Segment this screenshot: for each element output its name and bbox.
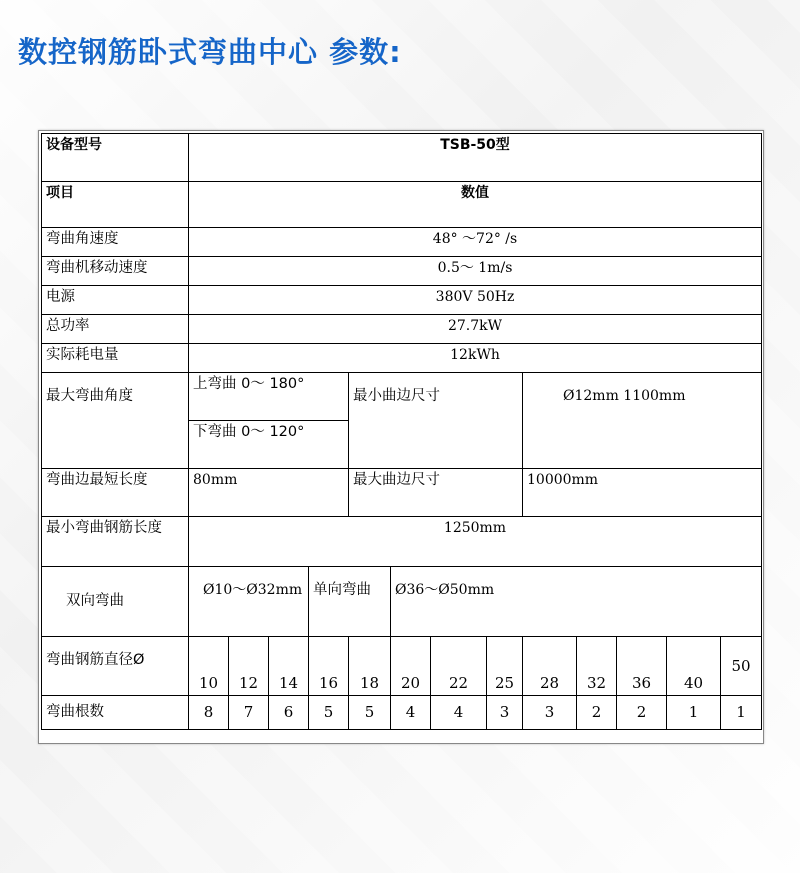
table-row — [42, 696, 762, 730]
row-value: 12kWh — [189, 344, 762, 373]
row-label: 电源 — [42, 286, 189, 315]
count-cell: 7 — [229, 696, 269, 730]
row-label: 总功率 — [42, 315, 189, 344]
min-edge-label: 最小曲边尺寸 — [349, 373, 523, 469]
max-edge-value: 10000mm — [523, 469, 762, 517]
table-row — [42, 228, 762, 257]
max-edge-label: 最大曲边尺寸 — [349, 469, 523, 517]
short-edge-label: 弯曲边最短长度 — [42, 469, 189, 517]
diameter-cell: 36 — [617, 637, 667, 696]
single-bend-value: Ø36～Ø50mm — [391, 567, 762, 637]
count-cell: 4 — [431, 696, 487, 730]
count-cell: 6 — [269, 696, 309, 730]
spec-table — [41, 133, 762, 730]
diameter-cell: 28 — [523, 637, 577, 696]
min-rebar-label: 最小弯曲钢筋长度 — [42, 517, 189, 567]
table-row — [42, 134, 762, 182]
table-row — [42, 637, 762, 696]
count-cell: 8 — [189, 696, 229, 730]
diameter-cell: 50 — [721, 637, 762, 696]
diameter-cell: 40 — [667, 637, 721, 696]
diameter-cell: 10 — [189, 637, 229, 696]
double-bend-label: 双向弯曲 — [42, 567, 189, 637]
row-value: 27.7kW — [189, 315, 762, 344]
count-cell: 4 — [391, 696, 431, 730]
diameter-cell: 16 — [309, 637, 349, 696]
diameter-cell: 12 — [229, 637, 269, 696]
count-cell: 5 — [349, 696, 391, 730]
up-bend-value: 上弯曲 0～ 180° — [189, 373, 349, 421]
count-cell: 3 — [487, 696, 523, 730]
min-edge-value: Ø12mm 1100mm — [523, 373, 762, 469]
double-bend-value: Ø10～Ø32mm — [189, 567, 309, 637]
table-row — [42, 344, 762, 373]
value-header: 数值 — [189, 182, 762, 228]
table-row — [42, 373, 762, 421]
diameter-cell: 22 — [431, 637, 487, 696]
max-angle-label: 最大弯曲角度 — [42, 373, 189, 469]
min-rebar-value: 1250mm — [189, 517, 762, 567]
count-cell: 1 — [721, 696, 762, 730]
model-value: TSB-50型 — [189, 134, 762, 182]
diameter-cell: 25 — [487, 637, 523, 696]
diameter-cell: 18 — [349, 637, 391, 696]
diameter-label: 弯曲钢筋直径Ø — [42, 637, 189, 696]
table-row — [42, 182, 762, 228]
table-row — [42, 315, 762, 344]
table-row — [42, 469, 762, 517]
table-row — [42, 517, 762, 567]
single-bend-label: 单向弯曲 — [309, 567, 391, 637]
item-header: 项目 — [42, 182, 189, 228]
count-cell: 5 — [309, 696, 349, 730]
row-label: 弯曲机移动速度 — [42, 257, 189, 286]
count-cell: 3 — [523, 696, 577, 730]
down-bend-value: 下弯曲 0～ 120° — [189, 421, 349, 469]
table-row — [42, 286, 762, 315]
count-cell: 2 — [577, 696, 617, 730]
model-label: 设备型号 — [42, 134, 189, 182]
table-row — [42, 257, 762, 286]
table-row — [42, 567, 762, 637]
diameter-cell: 20 — [391, 637, 431, 696]
short-edge-value: 80mm — [189, 469, 349, 517]
row-label: 弯曲角速度 — [42, 228, 189, 257]
row-value: 48° ～72° /s — [189, 228, 762, 257]
row-value: 0.5～ 1m/s — [189, 257, 762, 286]
count-label: 弯曲根数 — [42, 696, 189, 730]
diameter-cell: 14 — [269, 637, 309, 696]
row-value: 380V 50Hz — [189, 286, 762, 315]
page-title: 数控钢筋卧式弯曲中心 参数: — [18, 35, 402, 69]
row-label: 实际耗电量 — [42, 344, 189, 373]
diameter-cell: 32 — [577, 637, 617, 696]
count-cell: 2 — [617, 696, 667, 730]
count-cell: 1 — [667, 696, 721, 730]
